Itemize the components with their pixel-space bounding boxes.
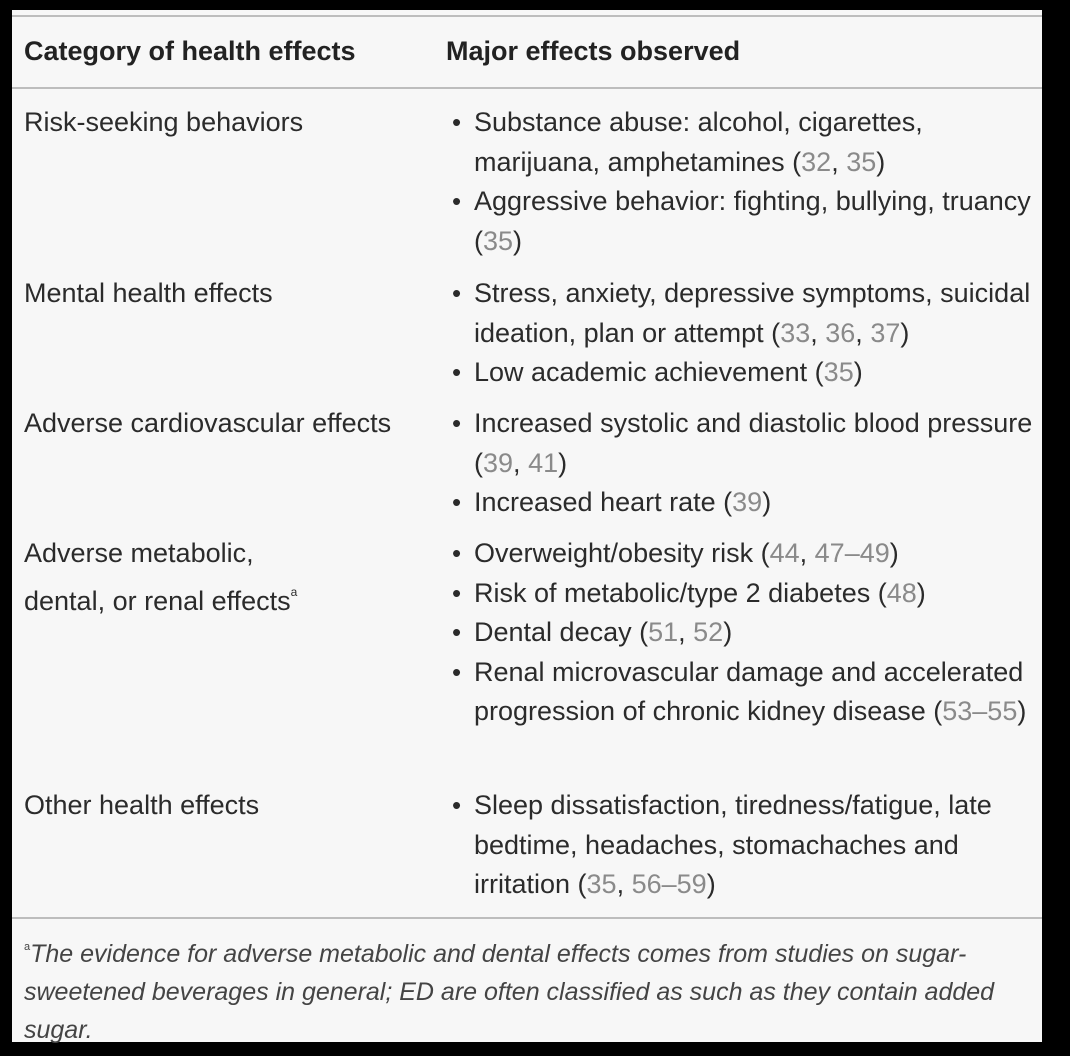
reference-link[interactable]: 39 <box>732 487 763 517</box>
reference-link[interactable]: 48 <box>886 577 917 608</box>
table-panel <box>12 10 1042 1042</box>
effect-text: Overweight/obesity risk ( <box>474 538 770 568</box>
footnote-marker: a <box>290 585 298 599</box>
reference-link[interactable]: 53–55 <box>942 696 1018 726</box>
effect-item: • Renal microvascular damage and accelerated progression of chronic kidney disease (53–55) <box>444 653 1040 732</box>
effect-item: • Low academic achievement (35) <box>444 353 1040 393</box>
header-effects: Major effects observed <box>446 36 741 66</box>
header-rule <box>12 87 1042 89</box>
reference-link[interactable]: 39 <box>483 447 514 478</box>
effect-item: • Aggressive behavior: fighting, bullying, truancy (35) <box>444 182 1040 261</box>
effect-item: • Stress, anxiety, depressive symptoms, suicidal ideation, plan or attempt (33, 36, 37) <box>444 274 1040 353</box>
effects-list <box>444 103 1040 261</box>
effect-item: • Overweight/obesity risk (44, 47–49) <box>444 534 1040 574</box>
effect-text: Renal microvascular damage and accelerated progression of chronic kidney disease ( <box>474 656 1024 726</box>
reference-link[interactable]: 56–59 <box>631 869 707 899</box>
top-rule <box>12 15 1042 17</box>
reference-link[interactable]: 37 <box>870 317 901 348</box>
reference-link[interactable]: 33 <box>780 317 811 348</box>
category-cell <box>24 786 424 825</box>
effect-text: Dental decay ( <box>474 617 649 647</box>
effect-item: • Risk of metabolic/type 2 diabetes (48) <box>444 574 1040 614</box>
reference-link[interactable]: 32 <box>801 146 832 177</box>
header-category: Category of health effects <box>24 36 356 66</box>
reference-link[interactable]: 36 <box>825 317 856 348</box>
reference-link[interactable]: 35 <box>823 357 854 387</box>
category-cell <box>24 274 424 313</box>
effect-text: Risk of metabolic/type 2 diabetes ( <box>474 577 887 608</box>
category-label: Other health effects <box>24 790 260 820</box>
effect-text: Stress, anxiety, depressive symptoms, suicidal ideation, plan or attempt ( <box>474 278 1031 348</box>
category-label: Adverse metabolic, <box>24 538 254 568</box>
effects-list <box>444 404 1040 523</box>
effect-text: Increased heart rate ( <box>474 487 733 517</box>
reference-link[interactable]: 44 <box>769 538 800 568</box>
footnote-marker: a <box>24 941 31 953</box>
category-label-line2: dental, or renal effects <box>24 586 291 616</box>
effect-item: • Increased heart rate (39) <box>444 483 1040 523</box>
reference-link[interactable]: 41 <box>528 447 559 478</box>
category-label: Mental health effects <box>24 278 273 308</box>
effect-item: • Sleep dissatisfaction, tiredness/fatigue, late bedtime, headaches, stomachaches and irritation (35, 56–59) <box>444 786 1040 905</box>
footer-rule <box>12 917 1042 919</box>
reference-link[interactable]: 51 <box>648 617 679 647</box>
effect-text: Aggressive behavior: fighting, bullying, truancy ( <box>474 186 1031 256</box>
effect-text: Sleep dissatisfaction, tiredness/fatigue, late bedtime, headaches, stomachaches and irritation ( <box>474 790 992 899</box>
footnote <box>24 928 1034 1049</box>
effect-text: Low academic achievement ( <box>474 357 824 387</box>
reference-link[interactable]: 35 <box>483 225 514 256</box>
effect-item: • Dental decay (51, 52) <box>444 613 1040 653</box>
effects-list <box>444 274 1040 393</box>
reference-link[interactable]: 52 <box>693 617 724 647</box>
category-cell <box>24 103 424 142</box>
reference-link[interactable]: 47–49 <box>814 538 890 568</box>
footnote-text: The evidence for adverse metabolic and dental effects comes from studies on sugar-sweetened beverages in general; ED are often classified as such as they contain added sugar. <box>24 940 995 1044</box>
effects-list <box>444 786 1040 905</box>
effect-text: Increased systolic and diastolic blood pressure ( <box>474 408 1033 478</box>
category-label: Adverse cardiovascular effects <box>24 408 392 438</box>
effects-list <box>444 534 1040 732</box>
category-cell <box>24 404 424 443</box>
category-cell <box>24 534 424 621</box>
effect-text: Substance abuse: alcohol, cigarettes, marijuana, amphetamines ( <box>474 107 923 177</box>
reference-link[interactable]: 35 <box>586 869 617 899</box>
effect-item: • Increased systolic and diastolic blood pressure (39, 41) <box>444 404 1040 483</box>
effect-item: • Substance abuse: alcohol, cigarettes, marijuana, amphetamines (32, 35) <box>444 103 1040 182</box>
category-label: Risk-seeking behaviors <box>24 107 304 137</box>
reference-link[interactable]: 35 <box>846 146 877 177</box>
